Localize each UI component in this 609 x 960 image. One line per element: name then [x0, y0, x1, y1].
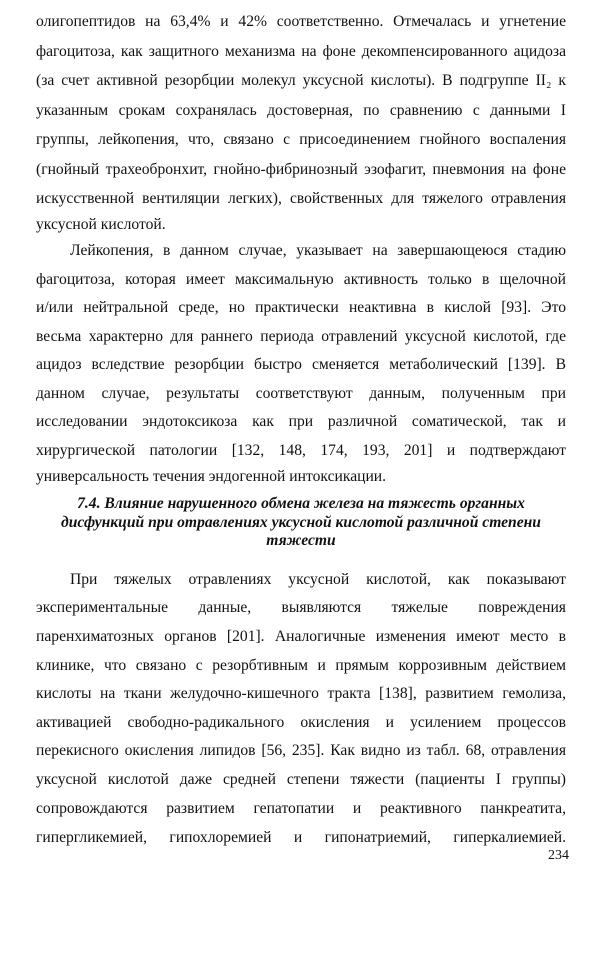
text-line: гипергликемией, гипохлоремией и гипонатриемий, гиперкалиемией. [36, 829, 566, 846]
text-line: уксусной кислотой. [36, 216, 166, 233]
text-line: При тяжелых отравлениях уксусной кислотой, как показывают [70, 571, 566, 588]
text-line: перекисного окисления липидов [56, 235]. Как видно из табл. 68, отравления [36, 742, 566, 759]
text-line: паренхиматозных органов [201]. Аналогичные изменения имеют место в [36, 628, 566, 645]
text-line: клинике, что связано с резорбтивным и прямым коррозивным действием [36, 657, 566, 674]
text-line: данном случае, результаты соответствуют данным, полученным при [36, 385, 566, 402]
text-line: фагоцитоза, которая имеет максимальную активность только в щелочной [36, 271, 566, 288]
text-line: (гнойный трахеобронхит, гнойно-фибринозный эзофагит, пневмония на фоне [36, 161, 566, 178]
text-line: фагоцитоза, как защитного механизма на фоне декомпенсированного ацидоза [36, 43, 566, 60]
heading-line: 7.4. Влияние нарушенного обмена железа на тяжесть органных [77, 495, 525, 512]
text-line: активацией свободно-радикального окисления и усилением процессов [36, 714, 566, 731]
text-line: сопровождаются развитием гепатопатии и реактивного панкреатита, [36, 800, 566, 817]
text-line: искусственной вентиляции легких), свойственных для тяжелого отравления [36, 190, 566, 207]
text-line: исследовании эндотоксикоза как при различной соматической, так и [36, 413, 566, 430]
text-line: универсальность течения эндогенной интоксикации. [36, 468, 387, 485]
text-line: весьма характерно для раннего периода отравлений уксусной кислотой, где [36, 328, 566, 345]
heading-line: дисфункций при отравлениях уксусной кислотой различной степени [61, 514, 541, 531]
text-line: Лейкопения, в данном случае, указывает на завершающеюся стадию [70, 242, 566, 259]
text-line: группы, лейкопения, что, связано с присоединением гнойного воспаления [36, 131, 566, 148]
text-line: указанным срокам сохранялась достоверная, по сравнению с данными I [36, 102, 566, 119]
text-line: уксусной кислотой даже средней степени тяжести (пациенты I группы) [36, 771, 566, 788]
text-line: и/или нейтральной среде, но практически неактивна в кислой [93]. Это [36, 299, 566, 316]
text-line: кислоты на ткани желудочно-кишечного тракта [138], развитием гемолиза, [36, 685, 566, 702]
text-line: экспериментальные данные, выявляются тяжелые повреждения [36, 599, 566, 616]
text-line: ацидоз вследствие резорбции быстро сменяется метаболический [139]. В [36, 356, 566, 373]
text-line: (за счет активной резорбции молекул уксусной кислоты). В подгруппе II₂ к [36, 72, 566, 89]
text-line: олигопептидов на 63,4% и 42% соответственно. Отмечалась и угнетение [36, 13, 566, 30]
page-number: 234 [548, 848, 569, 863]
text-line: хирургической патологии [132, 148, 174, 193, 201] и подтверждают [36, 442, 566, 459]
heading-line: тяжести [266, 532, 336, 549]
